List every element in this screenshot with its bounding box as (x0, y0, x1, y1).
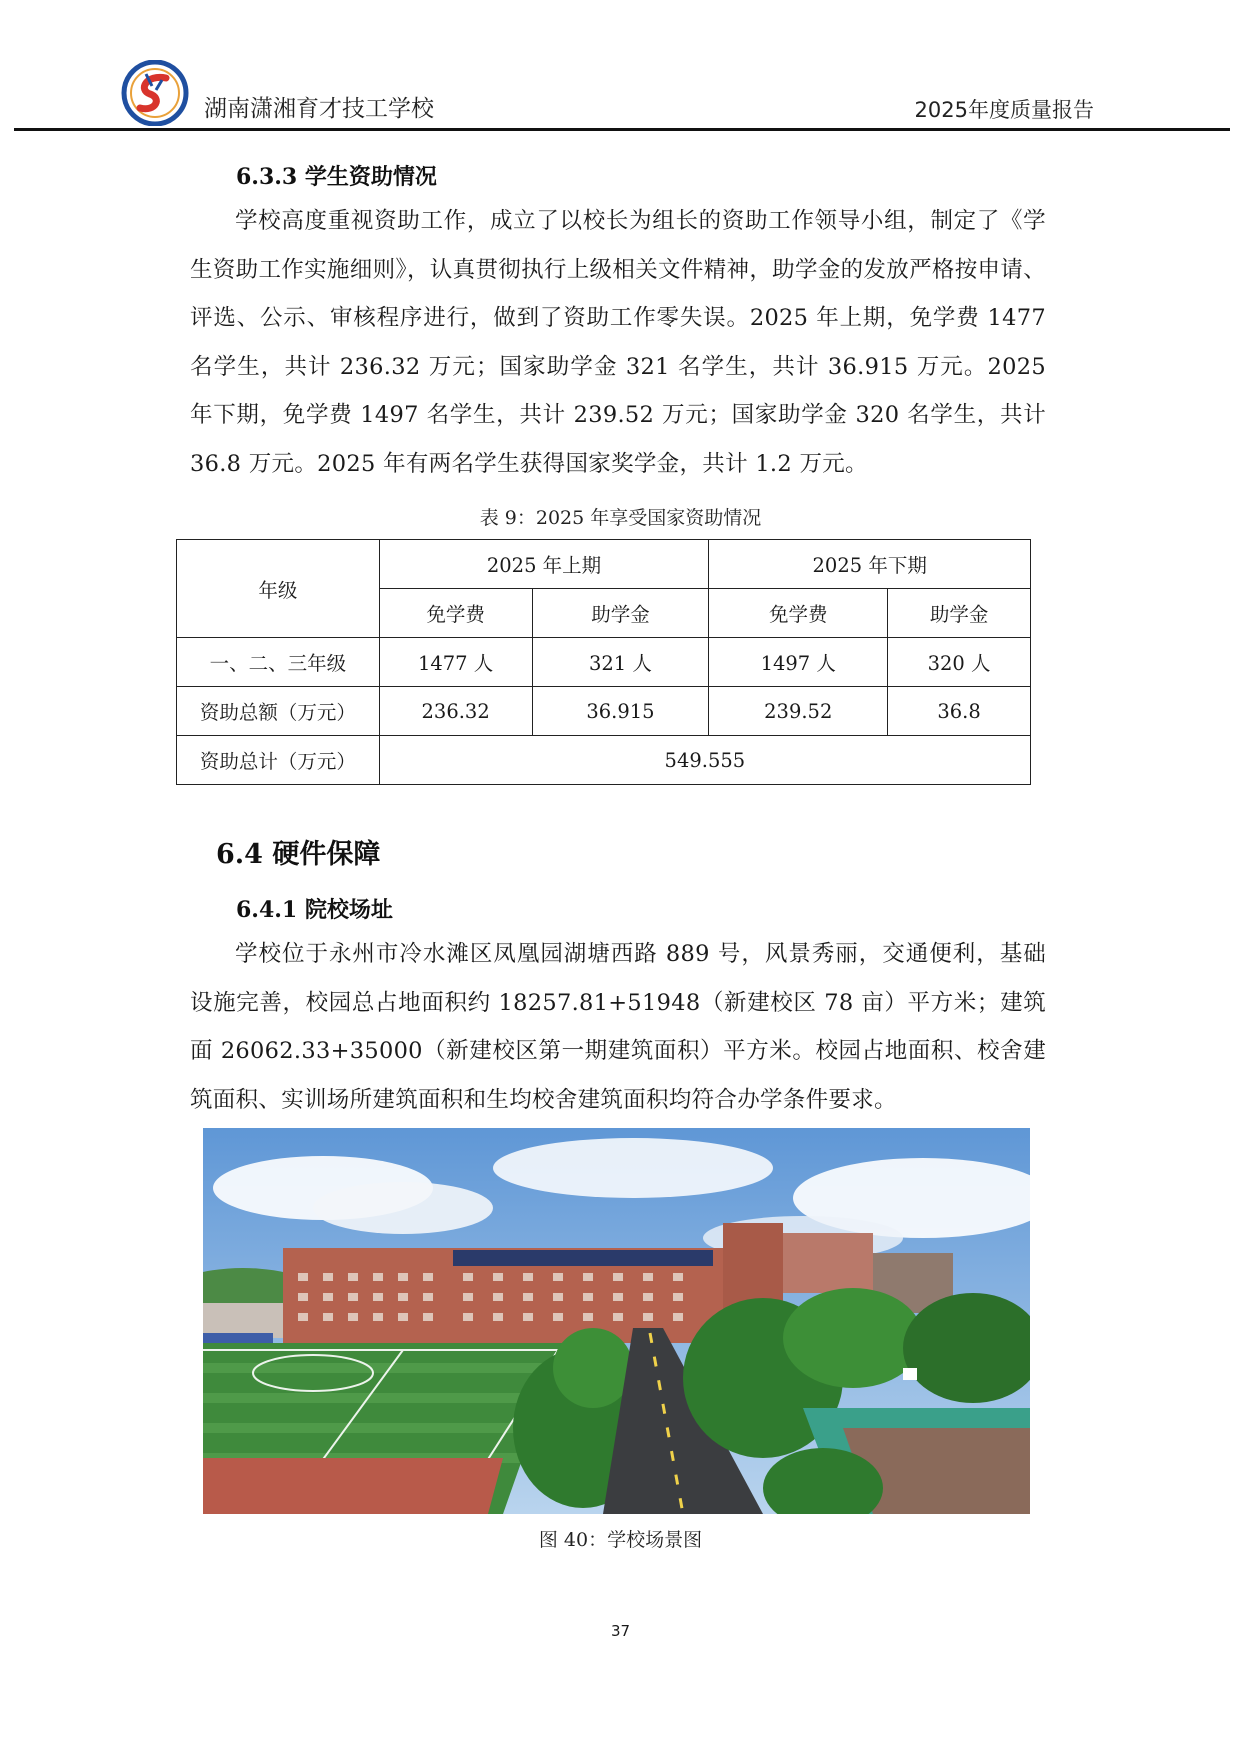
aid-table (176, 539, 1031, 785)
table-total-value: 549.555 (379, 736, 1030, 785)
table-row (177, 687, 1031, 736)
table-caption: 表 9：2025 年享受国家资助情况 (479, 507, 762, 529)
table-cell: 239.52 (709, 687, 888, 736)
paragraph-text: 学校位于永州市冷水滩区凤凰园湖塘西路 889 号，风景秀丽，交通便利，基础设施完善，校园总占地面积约 18257.81+51948（新建校区 78 亩）平方米；建筑面 26062.33+35000（新建校区第一期建筑面积）平方米。校园占地面积、校舍建筑面积、实训场所建筑面积和生均校舍建筑面积均符合办学条件要求。 (190, 941, 1046, 1113)
school-name: 湖南潇湘育才技工学校 (204, 96, 434, 122)
student-aid-paragraph (190, 197, 1046, 488)
section-heading-6-4: 6.4 硬件保障 (216, 839, 381, 870)
table-header-second-half: 2025 年下期 (709, 540, 1031, 589)
table-cell: 36.915 (532, 687, 709, 736)
table-header-first-half: 2025 年上期 (379, 540, 709, 589)
table-cell: 320 人 (888, 638, 1031, 687)
table-total-row (177, 736, 1031, 785)
table-cell: 236.32 (379, 687, 532, 736)
table-row (177, 638, 1031, 687)
table-total-label: 资助总计（万元） (177, 736, 380, 785)
campus-photo (203, 1128, 1030, 1514)
table-cell: 36.8 (888, 687, 1031, 736)
table-subheader-cell: 免学费 (709, 589, 888, 638)
table-row-label: 一、二、三年级 (177, 638, 380, 687)
page-number: 37 (610, 1622, 631, 1640)
school-logo-icon (116, 60, 194, 126)
header-divider (14, 128, 1230, 131)
table-header-row (177, 540, 1031, 589)
paragraph-text: 学校高度重视资助工作，成立了以校长为组长的资助工作领导小组，制定了《学生资助工作实施细则》，认真贯彻执行上级相关文件精神，助学金的发放严格按申请、评选、公示、审核程序进行，做到了资助工作零失误。2025 年上期，免学费 1477 名学生，共计 236.32 万元；国家助学金 321 名学生，共计 36.915 万元。2025 年下期，免学费 1497 名学生，共计 239.52 万元；国家助学金 320 名学生，共计 36.8 万元。2025 年有两名学生获得国家奖学金，共计 1.2 万元。 (190, 208, 1046, 477)
table-cell: 321 人 (532, 638, 709, 687)
section-heading-6-4-1: 6.4.1 院校场址 (236, 897, 393, 923)
table-subheader-cell: 助学金 (532, 589, 709, 638)
campus-scene-image (203, 1128, 1030, 1514)
table-subheader-cell: 免学费 (379, 589, 532, 638)
figure-caption: 图 40：学校场景图 (538, 1529, 703, 1551)
table-header-grade: 年级 (177, 540, 380, 638)
table-row-label: 资助总额（万元） (177, 687, 380, 736)
table-cell: 1477 人 (379, 638, 532, 687)
page-header (14, 48, 1230, 130)
table-cell: 1497 人 (709, 638, 888, 687)
campus-site-paragraph (190, 930, 1046, 1124)
report-title: 2025年度质量报告 (914, 98, 1094, 122)
section-heading-6-3-3: 6.3.3 学生资助情况 (236, 164, 437, 190)
table-subheader-cell: 助学金 (888, 589, 1031, 638)
